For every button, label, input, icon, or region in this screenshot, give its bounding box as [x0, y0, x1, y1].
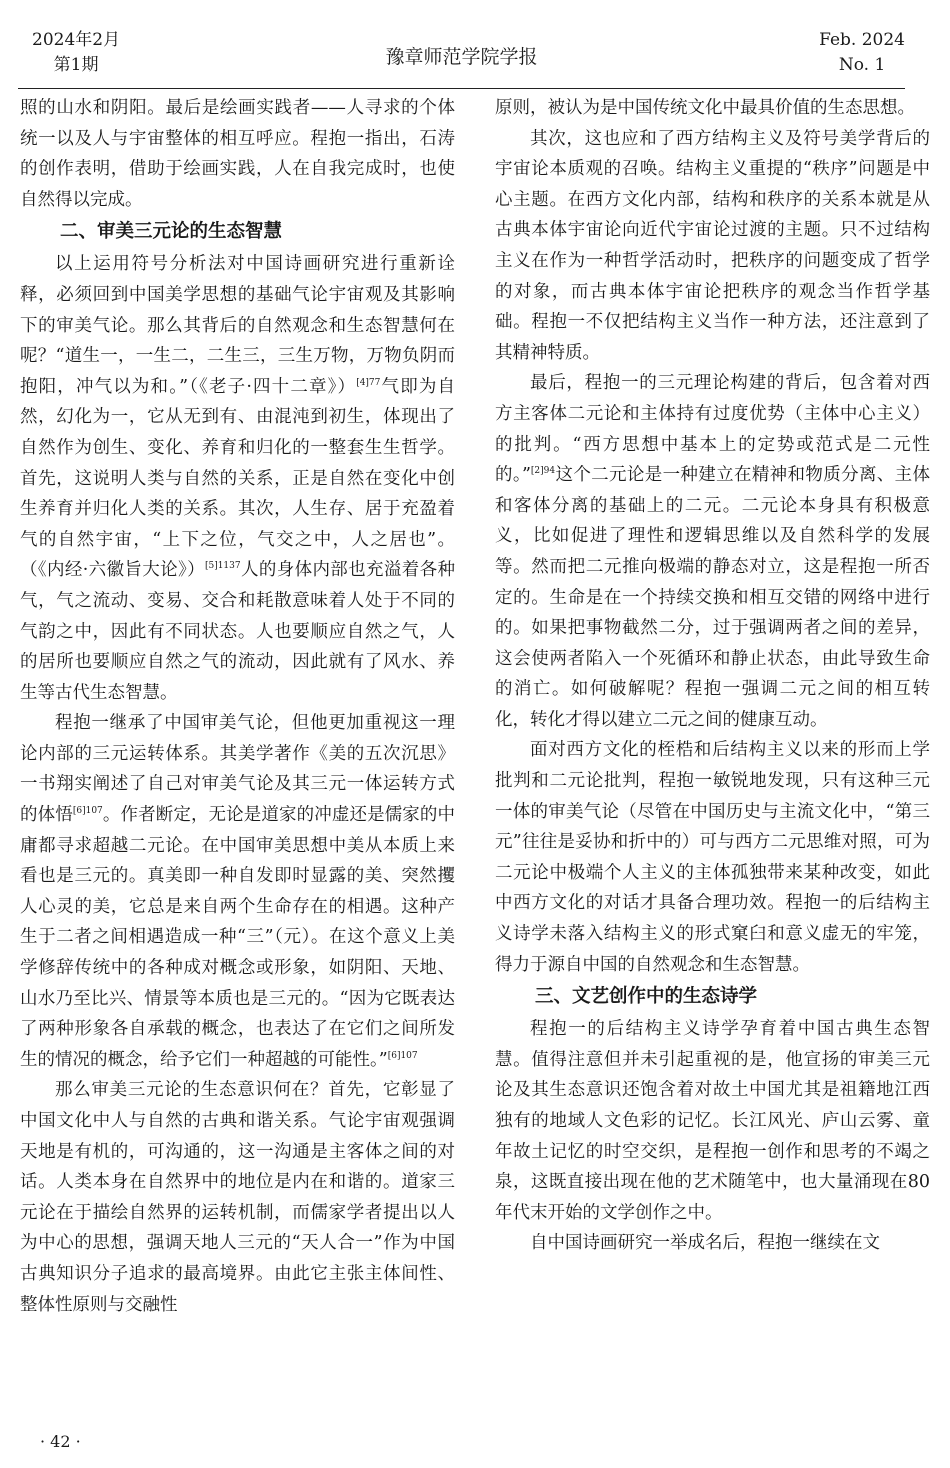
paragraph: 原则，被认为是中国传统文化中最具价值的生态思想。 — [495, 98, 915, 118]
paragraph: 以上运用符号分析法对中国诗画研究进行重新诠释，必须回到中国美学思想的基础气论宇宙观及其影响下的审美气论。那么其背后的自然观念和生态智慧何在呢？“道生一，一生二，二生三，三生万物，万物负阴而抱阳，冲气以为和。”（《老子·四十二章》）$^{[4]77}$气即为自然，幻化为一，它从无到有、由混沌到初生，体现出了自然作为创生、变化、养育和归化的一整套生生哲学。首先，这说明人类与自然的关系，正是自然在变化中创生养育并归化人类的关系。其次，人生存、居于充盈着气的自然宇宙，“上下之位，气交之中，人之居也”。（《内经·六徽旨大论》）$^{[5]1137}$人的身体内部也充溢着各种气，气之流动、变易、交合和耗散意味着人处于不同的气韵之中，因此有不同状态。人也要顺应自然之气，人的居所也要顺应自然之气的流动，因此就有了风水、养生等古代生态智慧。 — [20, 254, 455, 703]
header-issue-en: No. 1 — [838, 55, 886, 75]
paragraph: 程抱一的后结构主义诗学孕育着中国古典生态智慧。值得注意但并未引起重视的是，他宣扬的审美三元论及其生态意识还饱含着对故土中国尤其是祖籍地江西独有的地域人文色彩的记忆。长江风光、庐山云雾、童年故土记忆的时空交织，是程抱一创作和思考的不竭之泉，这既直接出现在他的艺术随笔中，也大量涌现在80年代末开始的文学创作之中。 — [495, 1019, 930, 1223]
citation: [5]1137 — [204, 561, 241, 572]
header-issue: 第1期 — [53, 55, 99, 75]
paragraph: 其次，这也应和了西方结构主义及符号美学背后的宇宙论本质观的召唤。结构主义重提的“秩序”问题是中心主题。在西方文化内部，结构和秩序的关系本就是从古典本体宇宙论向近代宇宙论过渡的主题。只不过结构主义在作为一种哲学活动时，把秩序的问题变成了哲学的对象，而古典本体宇宙论把秩序的观念当作哲学基础。程抱一不仅把结构主义当作一种方法，还注意到了其精神特质。 — [495, 128, 930, 363]
section-heading: 二、审美三元论的生态智慧 — [60, 221, 283, 243]
header-right — [819, 28, 905, 78]
paragraph: 最后，程抱一的三元理论构建的背后，包含着对西方主客体二元论和主体持有过度优势（主体中心主义）的批判。“西方思想中基本上的定势或范式是二元性的。”$^{[2]94}$这个二元论是一种建立在精神和物质分离、主体和客体分离的基础上的二元。二元论本身具有积极意义，比如促进了理性和逻辑思维以及自然科学的发展等。然而把二元推向极端的静态对立，这是程抱一所否定的。生命是在一个持续交换和相互交错的网络中进行的。如果把事物截然二分，过于强调两者之间的差异，这会使两者陷入一个死循环和静止状态，由此导致生命的消亡。如何破解呢？程抱一强调二元之间的相互转化，转化才得以建立二元之间的健康互动。 — [495, 373, 930, 730]
section-heading: 三、文艺创作中的生态诗学 — [535, 986, 758, 1008]
page-number: · 42 · — [40, 1432, 81, 1451]
citation: [6]107 — [72, 806, 103, 817]
left-column — [20, 93, 455, 1320]
citation: [4]77 — [356, 377, 381, 388]
right-column — [495, 93, 930, 1259]
citation: [2]94 — [530, 466, 556, 477]
running-header — [18, 0, 905, 89]
journal-title: 豫章师范学院学报 — [385, 46, 538, 68]
paragraph: 程抱一继承了中国审美气论，但他更加重视这一理论内部的三元运转体系。其美学著作《美的五次沉思》一书翔实阐述了自己对审美气论及其三元一体运转方式的体悟$^{[6]107}$。作者断定，无论是道家的冲虚还是儒家的中庸都寻求超越二元论。在中国审美思想中美从本质上来看也是三元的。真美即一种自发即时显露的美、突然攫人心灵的美，它总是来自两个生命存在的相遇。这种产生于二者之间相遇造成一种“三”（元）。在这个意义上美学修辞传统中的各种成对概念或形象，如阴阳、天地、山水乃至比兴、情景等本质也是三元的。“因为它既表达了两种形象各自承载的概念，也表达了在它们之间所发生的情况的概念，给予它们一种超越的可能性。”$^{[6]107}$ — [20, 713, 456, 1070]
paragraph: 自中国诗画研究一举成名后，程抱一继续在文 — [530, 1233, 880, 1254]
paragraph: 那么审美三元论的生态意识何在？首先，它彰显了中国文化中人与自然的古典和谐关系。气论宇宙观强调天地是有机的，可沟通的，这一沟通是主客体之间的对话。人类本身在自然界中的地位是内在和谐的。道家三元论在于描绘自然界的运转机制，而儒家学者提出以人为中心的思想，强调天地人三元的“天人合一”作为中国古典知识分子追求的最高境界。由此它主张主体间性、整体性原则与交融性 — [20, 1080, 455, 1315]
citation: [6]107 — [387, 1050, 418, 1061]
header-date: 2024年2月 — [32, 30, 121, 50]
paragraph: 面对西方文化的桎梏和后结构主义以来的形而上学批判和二元论批判，程抱一敏锐地发现，只有这种三元一体的审美气论（尽管在中国历史与主流文化中，“第三元”往往是妥协和折中的）可与西方二元思维对照，可为二元论中极端个人主义的主体孤独带来某种改变，如此中西方文化的对话才具备合理功效。程抱一的后结构主义诗学未落入结构主义的形式窠臼和意义虚无的牢笼，得力于源自中国的自然观念和生态智慧。 — [495, 740, 930, 975]
header-date-en: Feb. 2024 — [819, 30, 905, 50]
paragraph: 照的山水和阴阳。最后是绘画实践者——人寻求的个体统一以及人与宇宙整体的相互呼应。程抱一指出，石涛的创作表明，借助于绘画实践，人在自我完成时，也使自然得以完成。 — [20, 98, 455, 210]
